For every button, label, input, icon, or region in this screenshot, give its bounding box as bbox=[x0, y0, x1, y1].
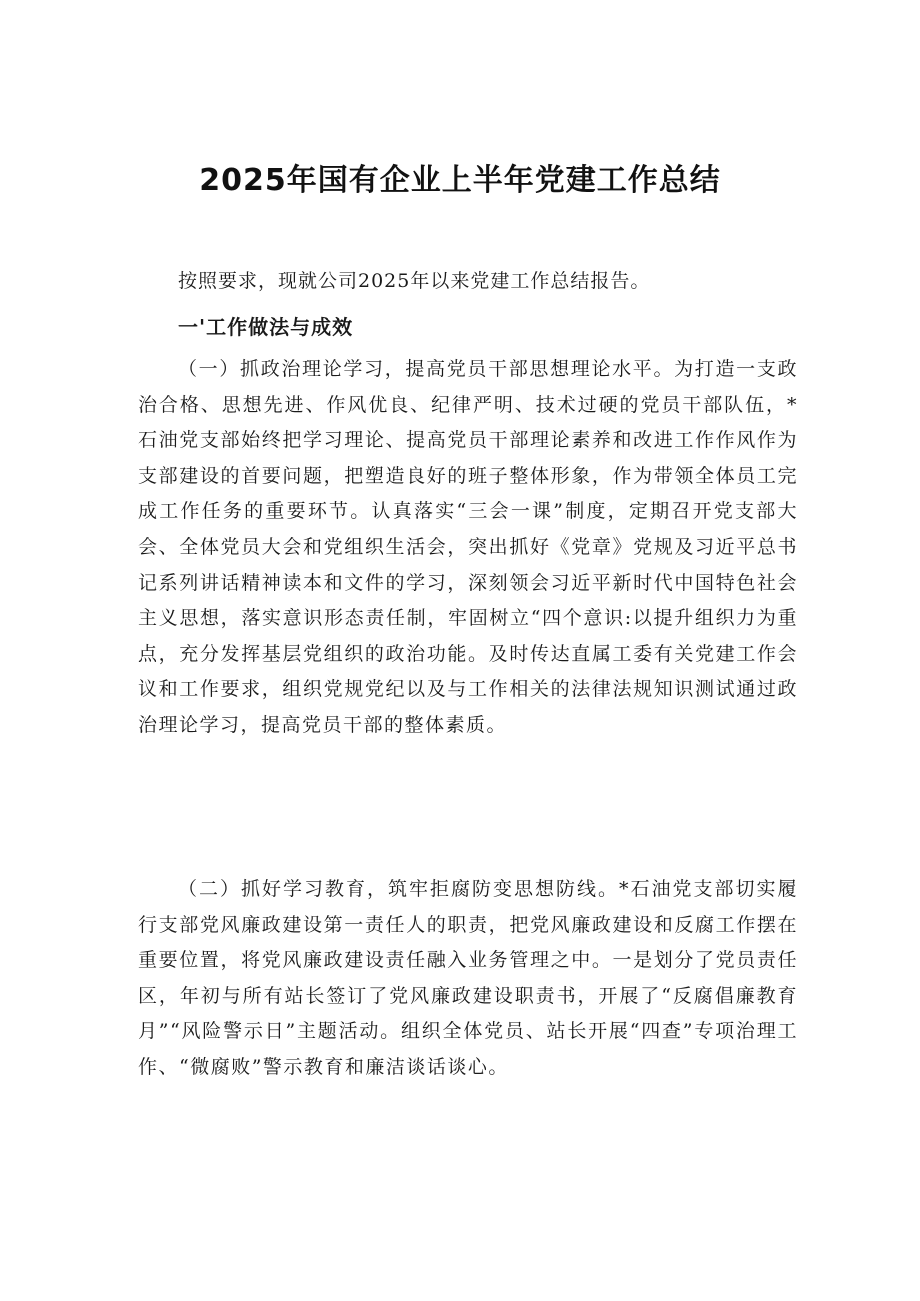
intro-paragraph: 按照要求，现就公司2025年以来党建工作总结报告。 bbox=[178, 270, 651, 292]
section-heading: 一'工作做法与成效 bbox=[178, 315, 354, 339]
body-paragraph-2: （二）抓好学习教育，筑牢拒腐防变思想防线。*石油党支部切实履行支部党风廉政建设第一责任人的职责，把党风廉政建设和反腐工作摆在重要位置，将党风廉政建设责任融入业务管理之中。一是划分了党员责任区，年初与所有站长签订了党风廉政建设职责书，开展了“反腐倡廉教育月”“风险警示日”主题活动。组织全体党员、站长开展“四查”专项治理工作、“微腐败”警示教育和廉洁谈话谈心。 bbox=[138, 878, 798, 1078]
document-title: 2025年国有企业上半年党建工作总结 bbox=[199, 163, 721, 198]
body-paragraph-1: （一）抓政治理论学习，提高党员干部思想理论水平。为打造一支政治合格、思想先进、作风优良、纪律严明、技术过硬的党员干部队伍，*石油党支部始终把学习理论、提高党员干部理论素养和改进工作作风作为支部建设的首要问题，把塑造良好的班子整体形象，作为带领全体员工完成工作任务的重要环节。认真落实“三会一课”制度，定期召开党支部大会、全体党员大会和党组织生活会，突出抓好《党章》党规及习近平总书记系列讲话精神读本和文件的学习，深刻领会习近平新时代中国特色社会主义思想，落实意识形态责任制，牢固树立“四个意识:以提升组织力为重点，充分发挥基层党组织的政治功能。及时传达直属工委有关党建工作会议和工作要求，组织党规党纪以及与工作相关的法律法规知识测试通过政治理论学习，提高党员干部的整体素质。 bbox=[138, 358, 798, 736]
